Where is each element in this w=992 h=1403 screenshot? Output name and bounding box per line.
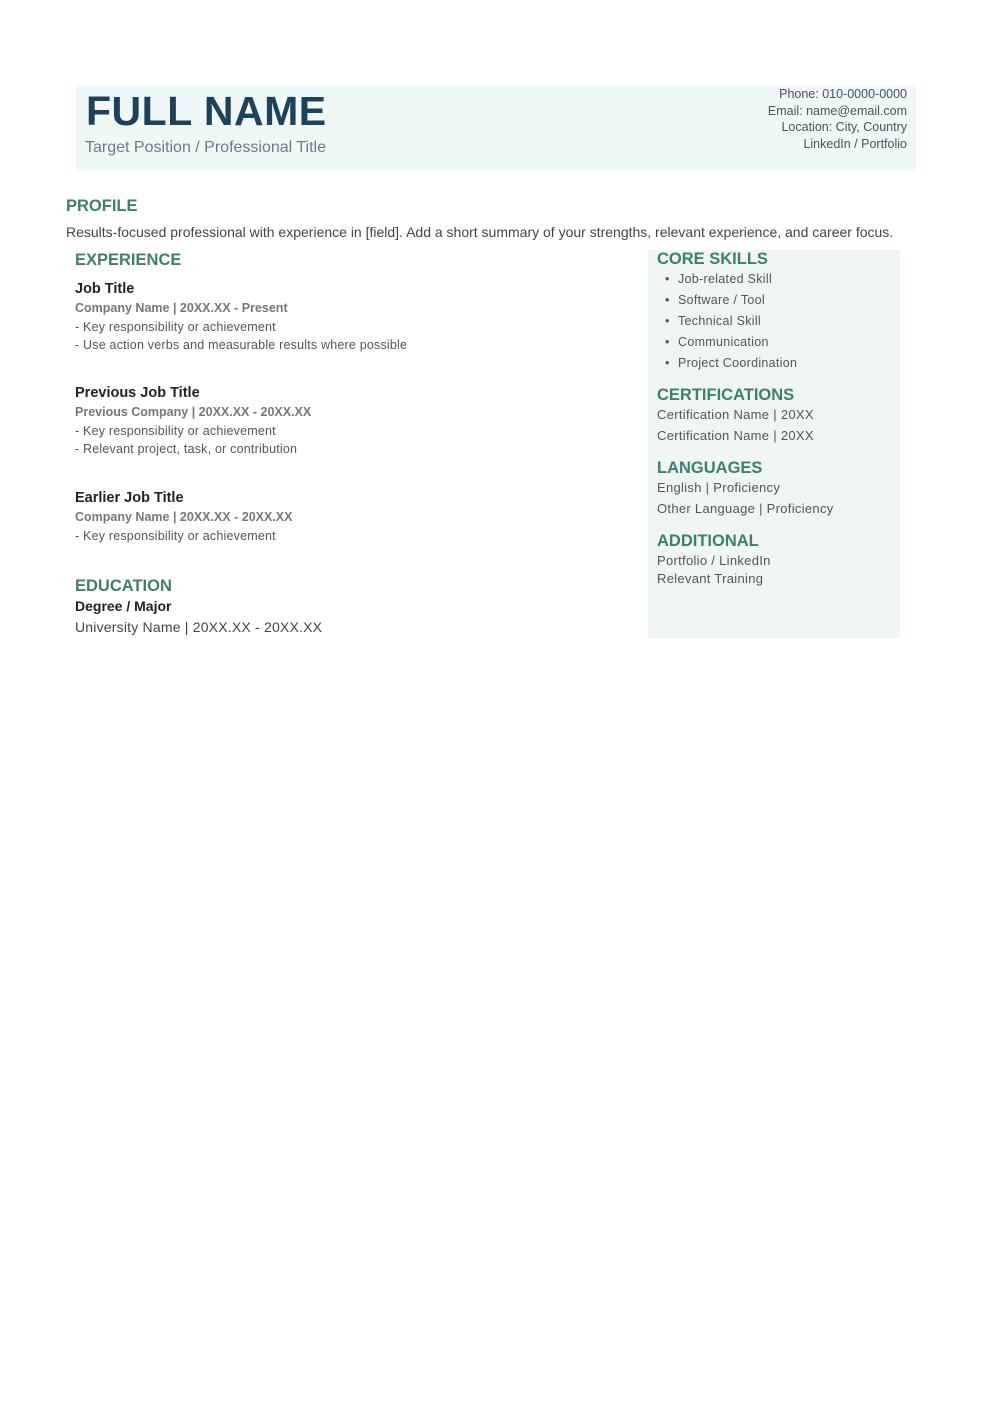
languages-heading: LANGUAGES [657, 459, 763, 477]
bullet-icon: • [665, 335, 670, 349]
core-skills-heading: CORE SKILLS [657, 250, 768, 268]
job-bullet: - Relevant project, task, or contribution [75, 442, 298, 456]
contact-location: Location: City, Country [781, 120, 907, 134]
education-university: University Name | 20XX.XX - 20XX.XX [75, 619, 323, 635]
skill-label: Communication [678, 335, 769, 349]
skill-label: Job-related Skill [678, 272, 773, 286]
job-title: Job Title [75, 281, 135, 297]
job-title: Previous Job Title [75, 385, 200, 401]
certification-item: Certification Name | 20XX [657, 407, 814, 422]
additional-item: Portfolio / LinkedIn [657, 553, 771, 568]
job-company: Company Name | 20XX.XX - 20XX.XX [75, 510, 293, 524]
skill-item [665, 292, 797, 313]
job-bullet: - Key responsibility or achievement [75, 529, 276, 543]
profile-heading: PROFILE [66, 197, 138, 215]
contact-phone: Phone: 010-0000-0000 [779, 87, 907, 101]
language-item: English | Proficiency [657, 480, 781, 495]
experience-entry [75, 490, 292, 547]
additional-item: Relevant Training [657, 571, 764, 586]
target-title: Target Position / Professional Title [85, 139, 327, 156]
skill-label: Software / Tool [678, 293, 765, 307]
certifications-heading: CERTIFICATIONS [657, 386, 795, 404]
additional-heading: ADDITIONAL [657, 532, 759, 550]
skill-label: Technical Skill [678, 314, 762, 328]
skill-item [665, 271, 797, 292]
profile-summary: Results-focused professional with experience in [field]. Add a short summary of your strengths, relevant experience, and career focus. [66, 224, 894, 240]
job-company: Previous Company | 20XX.XX - 20XX.XX [75, 405, 312, 419]
language-item: Other Language | Proficiency [657, 501, 834, 516]
education-heading: EDUCATION [75, 577, 172, 595]
skill-item [665, 313, 797, 334]
bullet-icon: • [665, 293, 670, 307]
skills-list [665, 271, 797, 376]
skill-item [665, 355, 797, 376]
bullet-icon: • [665, 356, 670, 370]
sidebar [648, 250, 900, 638]
job-company: Company Name | 20XX.XX - Present [75, 301, 288, 315]
certification-item: Certification Name | 20XX [657, 428, 814, 443]
bullet-icon: • [665, 272, 670, 286]
skill-item [665, 334, 797, 355]
skill-label: Project Coordination [678, 356, 798, 370]
experience-heading: EXPERIENCE [75, 251, 182, 269]
contact-info [768, 86, 907, 152]
experience-entry [75, 385, 311, 460]
resume-header [76, 86, 916, 170]
contact-links: LinkedIn / Portfolio [803, 136, 907, 151]
full-name: FULL NAME [86, 88, 327, 134]
bullet-icon: • [665, 314, 670, 328]
job-bullet: - Key responsibility or achievement [75, 320, 276, 334]
contact-email: Email: name@email.com [767, 103, 907, 118]
experience-entry [75, 281, 407, 356]
job-bullet: - Key responsibility or achievement [75, 424, 276, 438]
job-title: Earlier Job Title [75, 490, 184, 506]
job-bullet: - Use action verbs and measurable results where possible [75, 338, 408, 352]
education-degree: Degree / Major [75, 598, 172, 614]
